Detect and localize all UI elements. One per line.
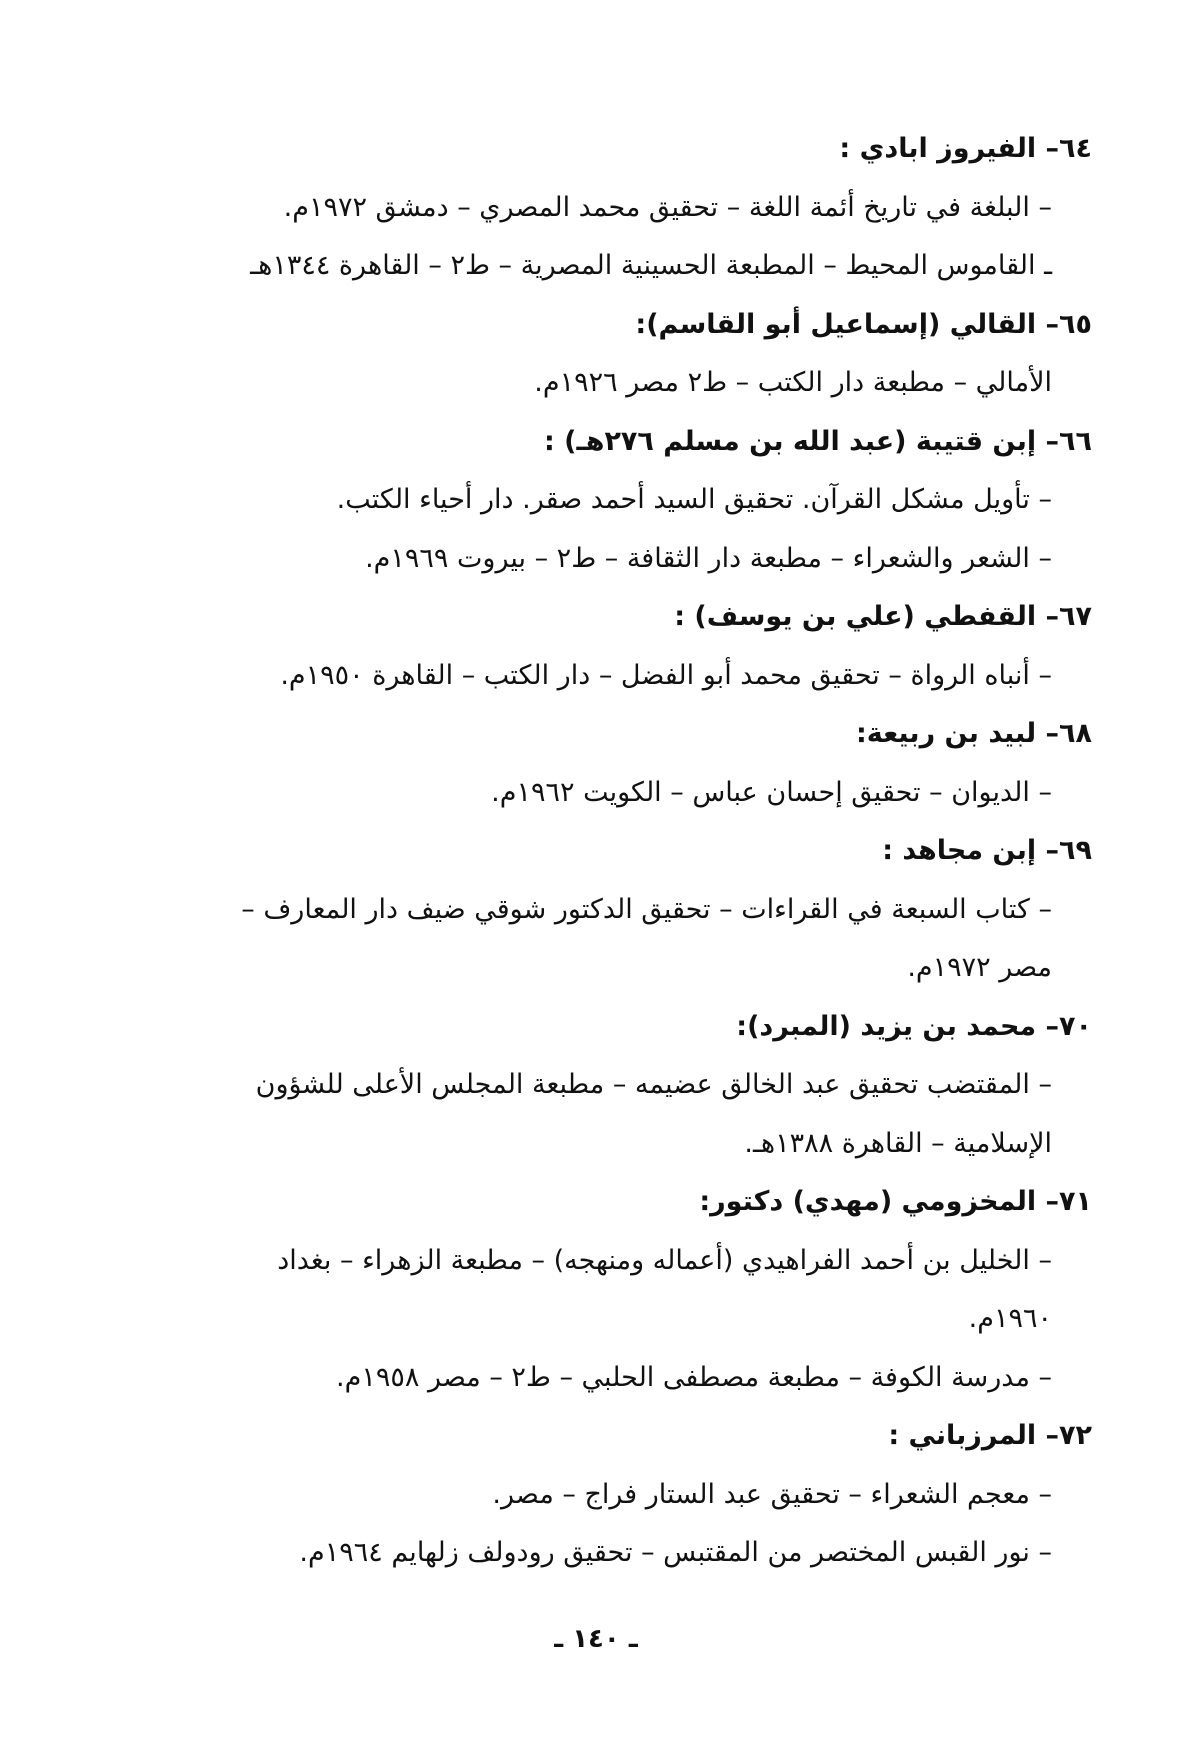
reference-entry: ـ القاموس المحيط – المطبعة الحسينية المصرية – ط٢ – القاهرة ١٣٤٤هـ xyxy=(250,250,1052,281)
reference-entry: – معجم الشعراء – تحقيق عبد الستار فراج – مصر. xyxy=(492,1478,1052,1510)
reference-entry: – نور القبس المختصر من المقتبس – تحقيق رودولف زلهايم ١٩٦٤م. xyxy=(299,1537,1052,1568)
reference-entry: – كتاب السبعة في القراءات – تحقيق الدكتور شوقي ضيف دار المعارف – xyxy=(241,893,1052,925)
reference-entry: – الخليل بن أحمد الفراهيدي (أعماله ومنهجه) – مطبعة الزهراء – بغداد xyxy=(277,1244,1052,1276)
reference-entry: – تأويل مشكل القرآن. تحقيق السيد أحمد صقر. دار أحياء الكتب. xyxy=(336,484,1052,515)
reference-heading-66: ٦٦– إبن قتيبة (عبد الله بن مسلم ٢٧٦هـ) : xyxy=(543,425,1092,457)
reference-entry-continuation: مصر ١٩٧٢م. xyxy=(907,952,1052,983)
reference-heading-72: ٧٢– المرزباني : xyxy=(888,1420,1092,1451)
reference-heading-69: ٦٩– إبن مجاهد : xyxy=(882,835,1092,866)
reference-heading-71: ٧١– المخزومي (مهدي) دكتور: xyxy=(699,1186,1092,1217)
reference-entry-continuation: الإسلامية – القاهرة ١٣٨٨هـ. xyxy=(744,1127,1052,1159)
reference-entry: – الشعر والشعراء – مطبعة دار الثقافة – ط٢ – بيروت ١٩٦٩م. xyxy=(365,542,1052,574)
references-list xyxy=(110,120,1092,1583)
reference-entry: – البلغة في تاريخ أئمة اللغة – تحقيق محمد المصري – دمشق ١٩٧٢م. xyxy=(283,191,1052,223)
reference-heading-65: ٦٥– القالي (إسماعيل أبو القاسم): xyxy=(635,308,1092,340)
reference-entry: – مدرسة الكوفة – مطبعة مصطفى الحلبي – ط٢ – مصر ١٩٥٨م. xyxy=(336,1361,1052,1393)
reference-entry-continuation: ١٩٦٠م. xyxy=(968,1303,1052,1334)
reference-heading-67: ٦٧– القفطي (علي بن يوسف) : xyxy=(674,601,1092,632)
reference-entry: – المقتضب تحقيق عبد الخالق عضيمه – مطبعة المجلس الأعلى للشؤون xyxy=(255,1069,1052,1100)
reference-entry: – أنباه الرواة – تحقيق محمد أبو الفضل – دار الكتب – القاهرة ١٩٥٠م. xyxy=(280,659,1052,691)
reference-heading-64: ٦٤– الفيروز ابادي : xyxy=(839,133,1092,164)
reference-entry: الأمالي – مطبعة دار الكتب – ط٢ مصر ١٩٢٦م. xyxy=(534,367,1052,398)
page-number: ـ ١٤٠ ـ xyxy=(554,1624,638,1654)
reference-heading-70: ٧٠– محمد بن يزيد (المبرد): xyxy=(736,1010,1092,1042)
reference-entry: – الديوان – تحقيق إحسان عباس – الكويت ١٩٦٢م. xyxy=(491,776,1052,808)
reference-heading-68: ٦٨– لبيد بن ربيعة: xyxy=(856,718,1092,749)
